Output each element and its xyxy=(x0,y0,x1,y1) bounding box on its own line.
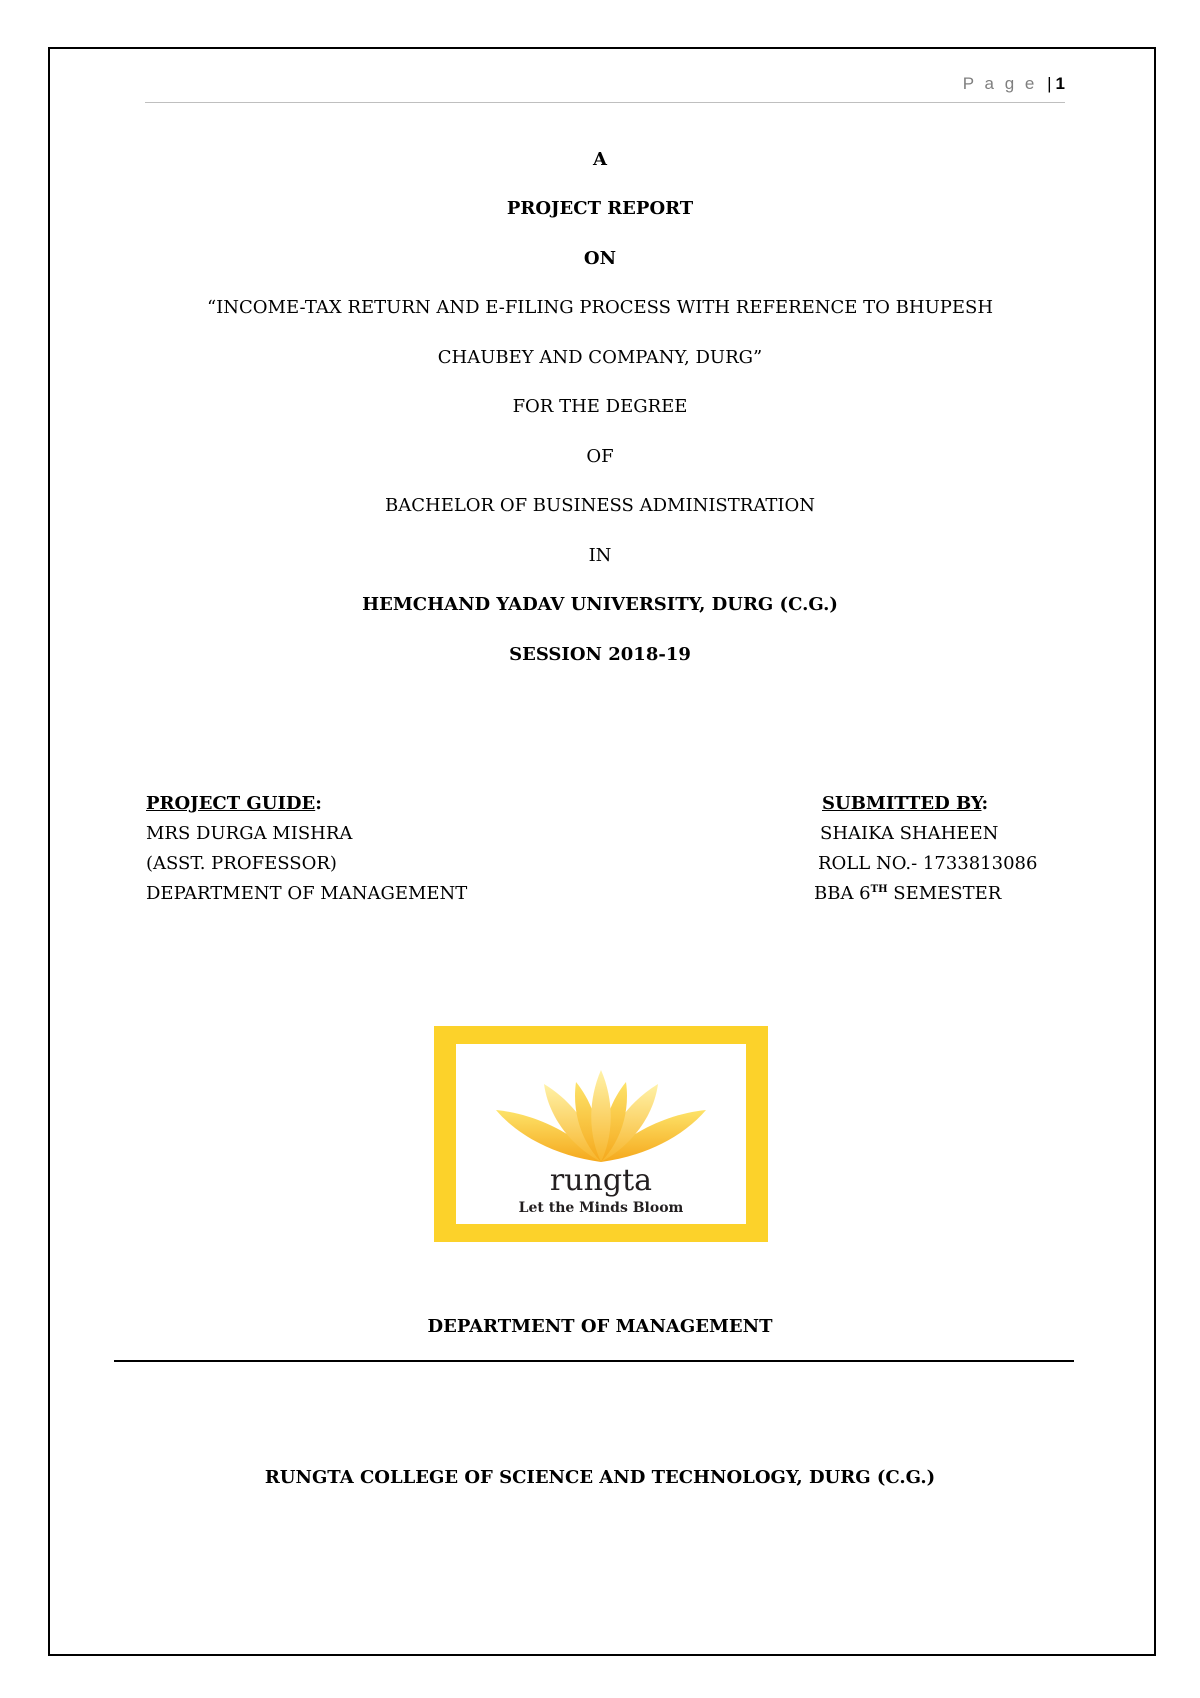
footer-department: DEPARTMENT OF MANAGEMENT xyxy=(427,1316,773,1337)
for-the-degree: FOR THE DEGREE xyxy=(512,396,688,417)
session: SESSION 2018-19 xyxy=(509,644,691,665)
degree-name: BACHELOR OF BUSINESS ADMINISTRATION xyxy=(385,495,815,516)
submitter-semester xyxy=(814,879,1037,909)
semester-suffix: SEMESTER xyxy=(887,883,1002,904)
project-guide-heading: PROJECT GUIDE xyxy=(146,793,316,814)
title-a: A xyxy=(593,149,607,170)
submitted-by-block xyxy=(814,789,1037,909)
submitter-name: SHAIKA SHAHEEN xyxy=(820,823,999,844)
logo-wordmark: rungta xyxy=(549,1163,653,1198)
title-project-report: PROJECT REPORT xyxy=(506,198,694,219)
college-name: RUNGTA COLLEGE OF SCIENCE AND TECHNOLOGY, DURG (C.G.) xyxy=(264,1467,936,1488)
project-guide-block xyxy=(146,789,467,909)
page-label: P a g e xyxy=(962,74,1038,93)
topic-line-2: CHAUBEY AND COMPANY, DURG” xyxy=(437,347,763,368)
page-header xyxy=(145,74,1065,103)
logo-tagline: Let the Minds Bloom xyxy=(518,1200,684,1216)
semester-sup: TH xyxy=(870,884,888,895)
rungta-logo xyxy=(434,1026,768,1242)
divider-rule xyxy=(114,1360,1074,1362)
page-separator: | xyxy=(1047,74,1052,93)
guide-name: MRS DURGA MISHRA xyxy=(146,823,353,844)
of-line: OF xyxy=(586,446,614,467)
topic-line-1: “INCOME-TAX RETURN AND E-FILING PROCESS WITH REFERENCE TO BHUPESH xyxy=(206,297,994,318)
submitted-by-colon: : xyxy=(981,793,989,814)
in-line: IN xyxy=(588,545,612,566)
page-number: 1 xyxy=(1055,74,1065,93)
guide-department: DEPARTMENT OF MANAGEMENT xyxy=(146,883,468,904)
submitted-by-heading: SUBMITTED BY xyxy=(822,793,982,814)
logo-inner-panel xyxy=(456,1044,746,1224)
semester-prefix: BBA 6 xyxy=(814,883,871,904)
submitter-roll: ROLL NO.- 1733813086 xyxy=(818,853,1038,874)
lotus-icon xyxy=(456,1044,746,1174)
title-on: ON xyxy=(583,248,617,269)
project-guide-colon: : xyxy=(315,793,322,814)
university-name: HEMCHAND YADAV UNIVERSITY, DURG (C.G.) xyxy=(362,594,838,615)
guide-designation: (ASST. PROFESSOR) xyxy=(146,853,337,874)
